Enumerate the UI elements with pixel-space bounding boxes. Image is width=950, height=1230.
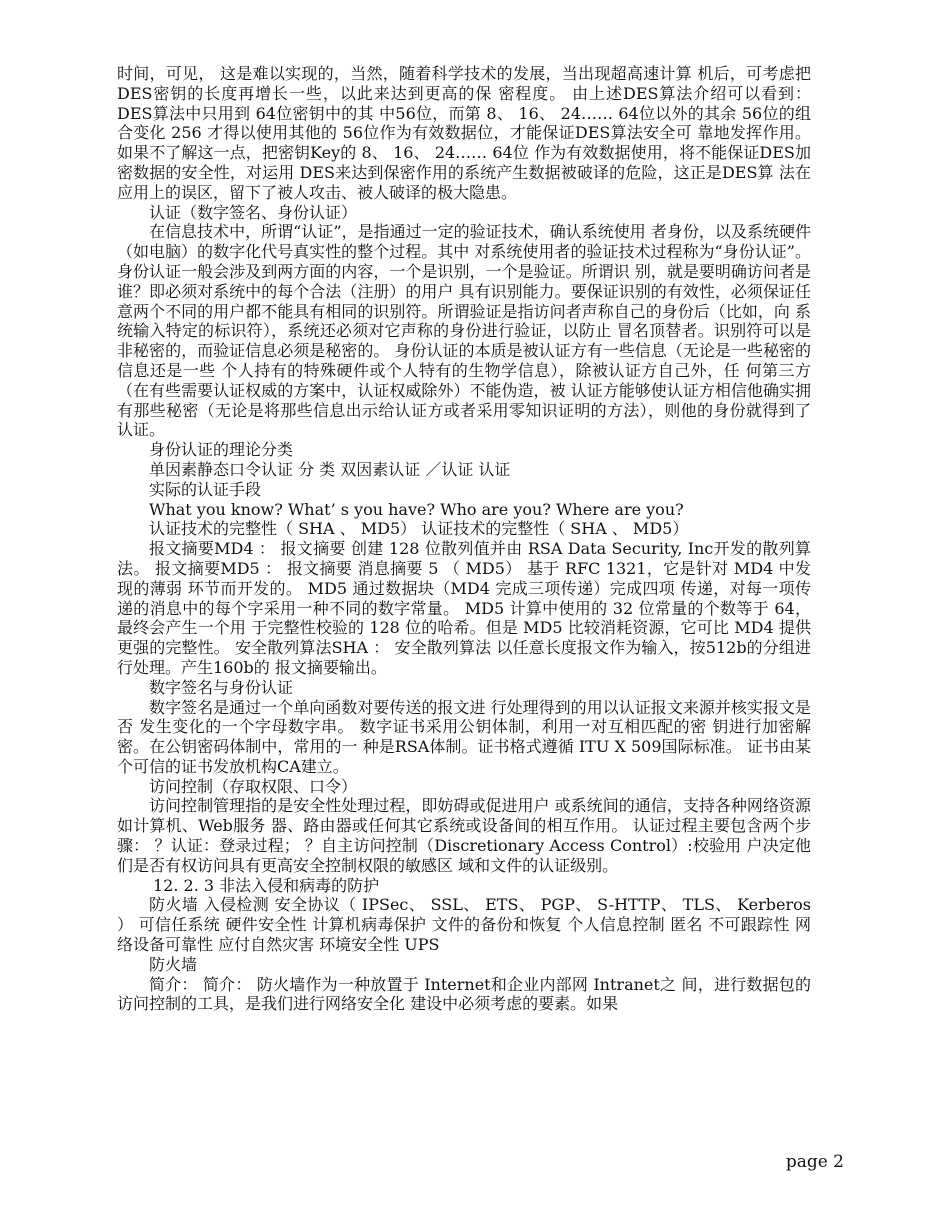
paragraph: 时间，可见， 这是难以实现的，当然，随着科学技术的发展，当出现超高速计算 机后，可考虑把DES密钥的长度再增长一些，以此来达到更高的保 密程度。 由上述DES算法介绍可以看到： DES算法中只用到 64位密钥中的其 中56位，而第 8、 16、 24…… 64位以外的其余 56位的组合变化 256 才得以使用其他的 56位作为有效数据位，才能保证DES算法安全可 靠地发挥作用。如果不了解这一点，把密钥Key的 8、 16、 24…… 64位 作为有效数据使用，将不能保证DES加密数据的安全性，对运用 DES来达到保密作用的系统产生数据被破译的危险，这正是DES算 法在应用上的误区，留下了被人攻击、被人破译的极大隐患。 [117,64,811,202]
paragraph: 简介： 简介： 防火墙作为一种放置于 Internet和企业内部网 Intranet之 间，进行数据包的访问控制的工具，是我们进行网络安全化 建设中必须考虑的要素。如果 [117,974,811,1014]
document-body [117,64,811,1014]
paragraph: 防火墙 [149,954,198,974]
paragraph: What you know? What’ s you have? Who are you? Where are you? [149,499,684,519]
paragraph: 在信息技术中，所谓“认证”，是指通过一定的验证技术，确认系统使用 者身份，以及系统硬件（如电脑）的数字化代号真实性的整个过程。其中 对系统使用者的验证技术过程称为“身份认证”。 身份认证一般会涉及到两方面的内容，一个是识别，一个是验证。所谓识 别，就是要明确访问者是谁？即必须对系统中的每个合法（注册）的用户 具有识别能力。要保证识别的有效性，必须保证任意两个不同的用户都不能具有相同的识别符。所谓验证是指访问者声称自己的身份后（比如，向 系统输入特定的标识符），系统还必须对它声称的身份进行验证，以防止 冒名顶替者。识别符可以是非秘密的，而验证信息必须是秘密的。 身份认证的本质是被认证方有一些信息（无论是一些秘密的信息还是一些 个人持有的特殊硬件或个人特有的生物学信息），除被认证方自己外，任 何第三方（在有些需要认证权威的方案中，认证权威除外）不能伪造，被 认证方能够使认证方相信他确实拥有那些秘密（无论是将那些信息出示给认证方或者采用零知识证明的方法），则他的身份就得到了认证。 [117,222,811,440]
paragraph: 报文摘要MD4 ： 报文摘要 创建 128 位散列值并由 RSA Data Security, Inc开发的散列算法。 报文摘要MD5 ： 报文摘要 消息摘要 5 （ MD5） 基于 RFC 1321，它是针对 MD4 中发现的薄弱 环节而开发的。 MD5 通过数据块（MD4 完成三项传递）完成四项 传递，对每一项传递的消息中的每个字采用一种不同的数字常量。 MD5 计算中使用的 32 位常量的个数等于 64，最终会产生一个用 于完整性校验的 128 位的哈希。但是 MD5 比较消耗资源，它可比 MD4 提供更强的完整性。 安全散列算法SHA ： 安全散列算法 以任意长度报文作为输入，按512b的分组进行处理。产生160b的 报文摘要输出。 [117,539,811,677]
paragraph: 认证（数字签名、身份认证） [149,202,358,222]
paragraph: 访问控制管理指的是安全性处理过程，即妨碍或促进用户 或系统间的通信，支持各种网络资源如计算机、Web服务 器、路由器或任何其它系统或设备间的相互作用。 认证过程主要包含两个步骤： ？认证：登录过程； ？自主访问控制（Discretionary Access Control）:校验用 户决定他们是否有权访问具有更高安全控制权限的敏感区 域和文件的认证级别。 [117,796,811,875]
paragraph: 身份认证的理论分类 [149,440,294,460]
paragraph: 访问控制（存取权限、口令） [149,776,358,796]
paragraph: 数字签名是通过一个单向函数对要传送的报文进 行处理得到的用以认证报文来源并核实报文是否 发生变化的一个字母数字串。 数字证书采用公钥体制，利用一对互相匹配的密 钥进行加密解密。在公钥密码体制中，常用的一 种是RSA体制。证书格式遵循 ITU X 509国际标准。 证书由某个可信的证书发放机构CA建立。 [117,697,811,776]
paragraph: 防火墙 入侵检测 安全协议（ IPSec、 SSL、 ETS、 PGP、 S-HTTP、 TLS、 Kerberos ） 可信任系统 硬件安全性 计算机病毒保护 文件的备份和恢复 个人信息控制 匿名 不可跟踪性 网络设备可靠性 应付自然灾害 环境安全性 UPS [117,895,811,955]
page-number: page 2 [785,1152,844,1172]
paragraph: 数字签名与身份认证 [149,677,294,697]
paragraph: 实际的认证手段 [149,479,262,499]
paragraph: 12. 2. 3 非法入侵和病毒的防护 [153,875,380,895]
paragraph: 单因素静态口令认证 分 类 双因素认证 ／认证 认证 [149,459,511,479]
paragraph: 认证技术的完整性（ SHA 、 MD5） 认证技术的完整性（ SHA 、 MD5） [149,519,689,539]
